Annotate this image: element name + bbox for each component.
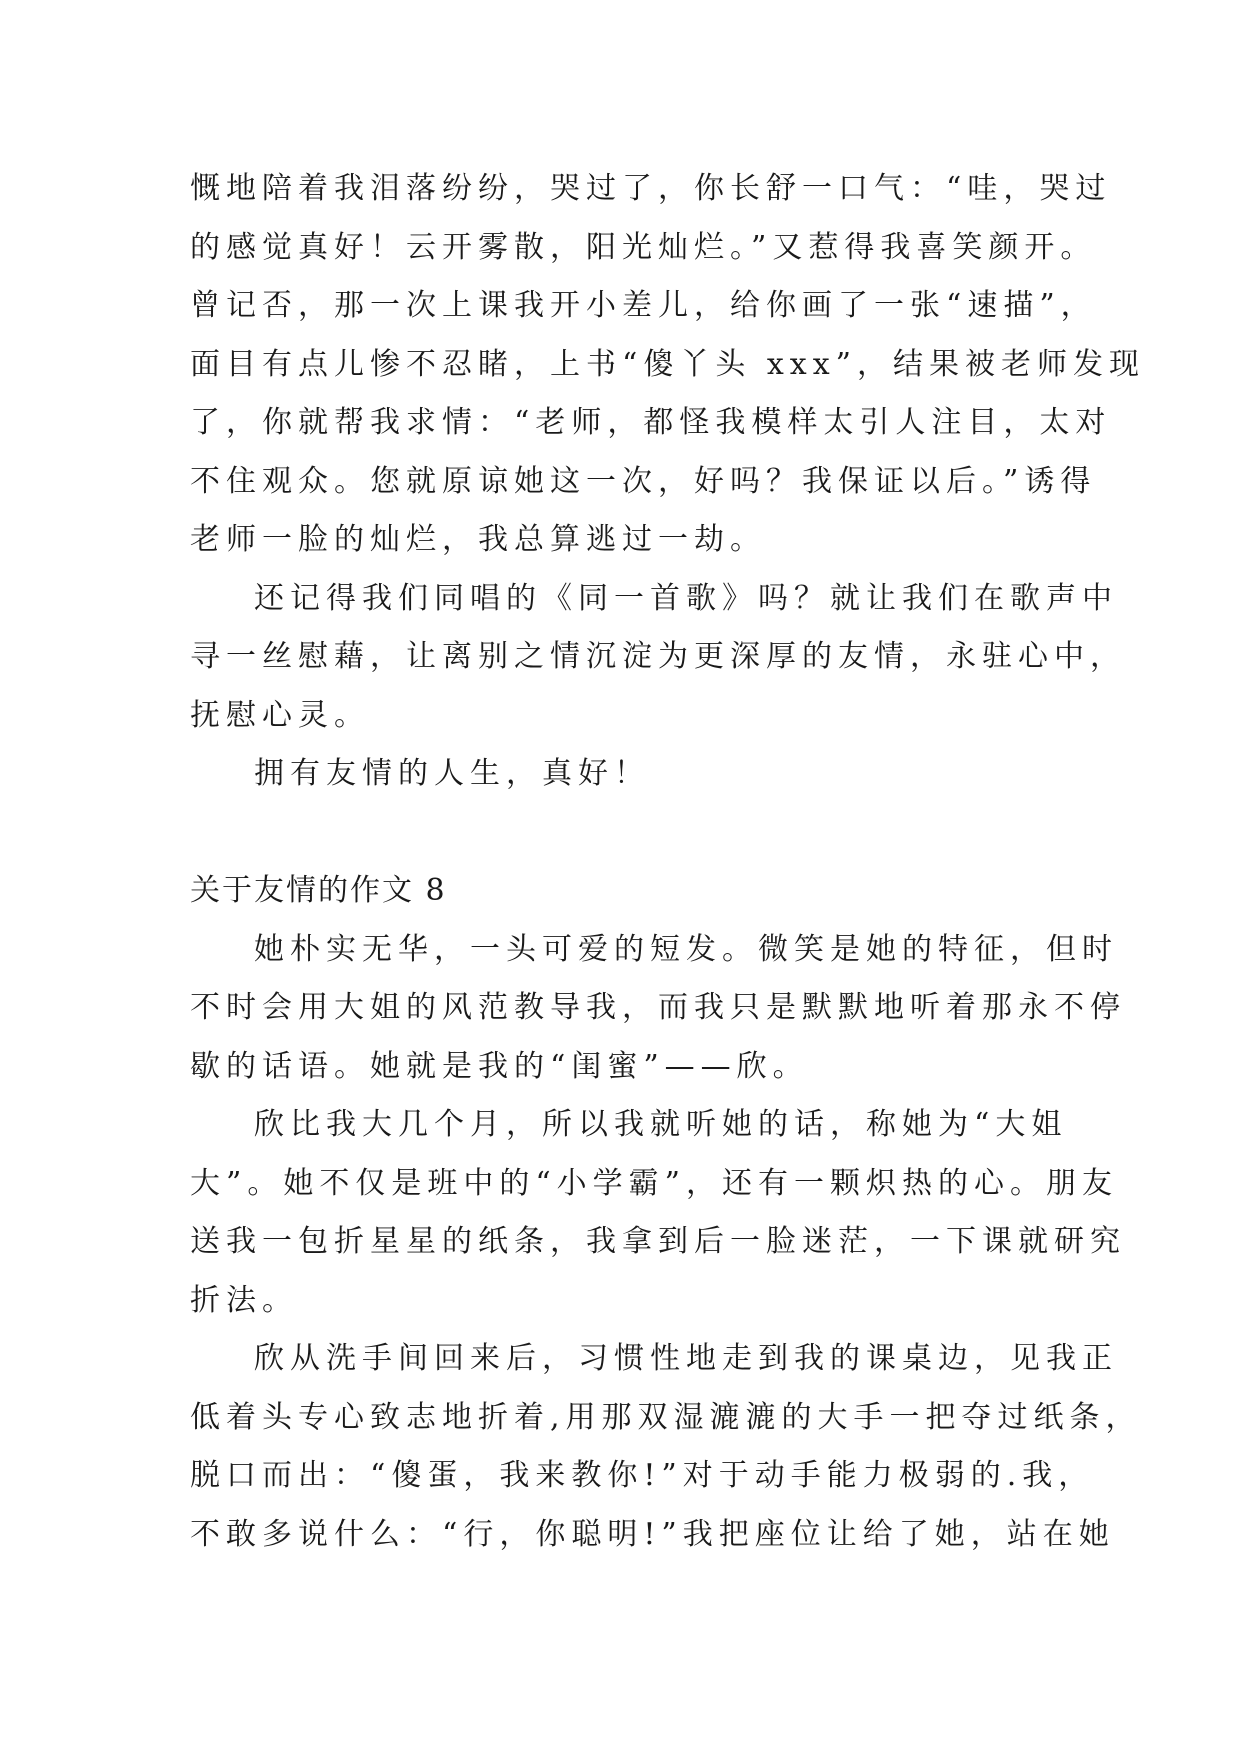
- text-line: 了，你就帮我求情：“老师，都怪我模样太引人注目，太对: [190, 405, 1112, 440]
- text-line: 大”。她不仅是班中的“小学霸”，还有一颗炽热的心。朋友: [190, 1165, 1119, 1201]
- text-line: 她朴实无华，一头可爱的短发。微笑是她的特征，但时: [254, 931, 1118, 967]
- text-line: 面目有点儿惨不忍睹，上书“傻丫头 xxx”，结果被老师发现: [190, 346, 1145, 382]
- text-line: 的感觉真好！云开雾散，阳光灿烂。”又惹得我喜笑颜开。: [190, 229, 1097, 265]
- text-line: 欣比我大几个月，所以我就听她的话，称她为“大姐: [254, 1107, 1068, 1142]
- paragraph-closing: [190, 745, 1070, 804]
- paragraph-intro: [190, 921, 1126, 1097]
- text-line: 曾记否，那一次上课我开小差儿，给你画了一张“速描”，: [190, 288, 1097, 323]
- text-line: 寻一丝慰藉，让离别之情沉淀为更深厚的友情，永驻心中，: [190, 639, 1126, 674]
- paragraph-folding: [190, 1330, 1142, 1564]
- document-page: [190, 160, 1145, 1564]
- text-line: 低着头专心致志地折着,用那双湿漉漉的大手一把夺过纸条，: [190, 1399, 1142, 1435]
- text-line: 欣从洗手间回来后，习惯性地走到我的课桌边，见我正: [254, 1341, 1118, 1376]
- text-line: 脱口而出：“傻蛋，我来教你!”对于动手能力极弱的.我，: [190, 1458, 1095, 1493]
- text-line: 拥有友情的人生，真好！: [254, 756, 650, 791]
- text-line: 歇的话语。她就是我的“闺蜜”——欣。: [190, 1048, 809, 1084]
- text-line: 慨地陪着我泪落纷纷，哭过了，你长舒一口气：“哇，哭过: [190, 171, 1112, 206]
- text-line: 老师一脸的灿烂，我总算逃过一劫。: [190, 522, 766, 557]
- section-gap: [190, 804, 1070, 863]
- text-line: 不敢多说什么：“行，你聪明!”我把座位让给了她，站在她: [190, 1516, 1115, 1552]
- text-line: 不住观众。您就原谅她这一次，好吗？我保证以后。”诱得: [190, 463, 1097, 499]
- paragraph-song: [190, 570, 1126, 746]
- section-title: 关于友情的作文 8: [190, 873, 447, 908]
- text-line: 不时会用大姐的风范教导我，而我只是默默地听着那永不停: [190, 990, 1126, 1025]
- text-line: 送我一包折星星的纸条，我拿到后一脸迷茫，一下课就研究: [190, 1224, 1126, 1259]
- text-line: 抚慰心灵。: [190, 697, 370, 733]
- text-line: 折法。: [190, 1282, 298, 1318]
- paragraph-continued: [190, 160, 1145, 570]
- text-line: 还记得我们同唱的《同一首歌》吗？就让我们在歌声中: [254, 580, 1118, 616]
- paragraph-big-sister: [190, 1096, 1126, 1330]
